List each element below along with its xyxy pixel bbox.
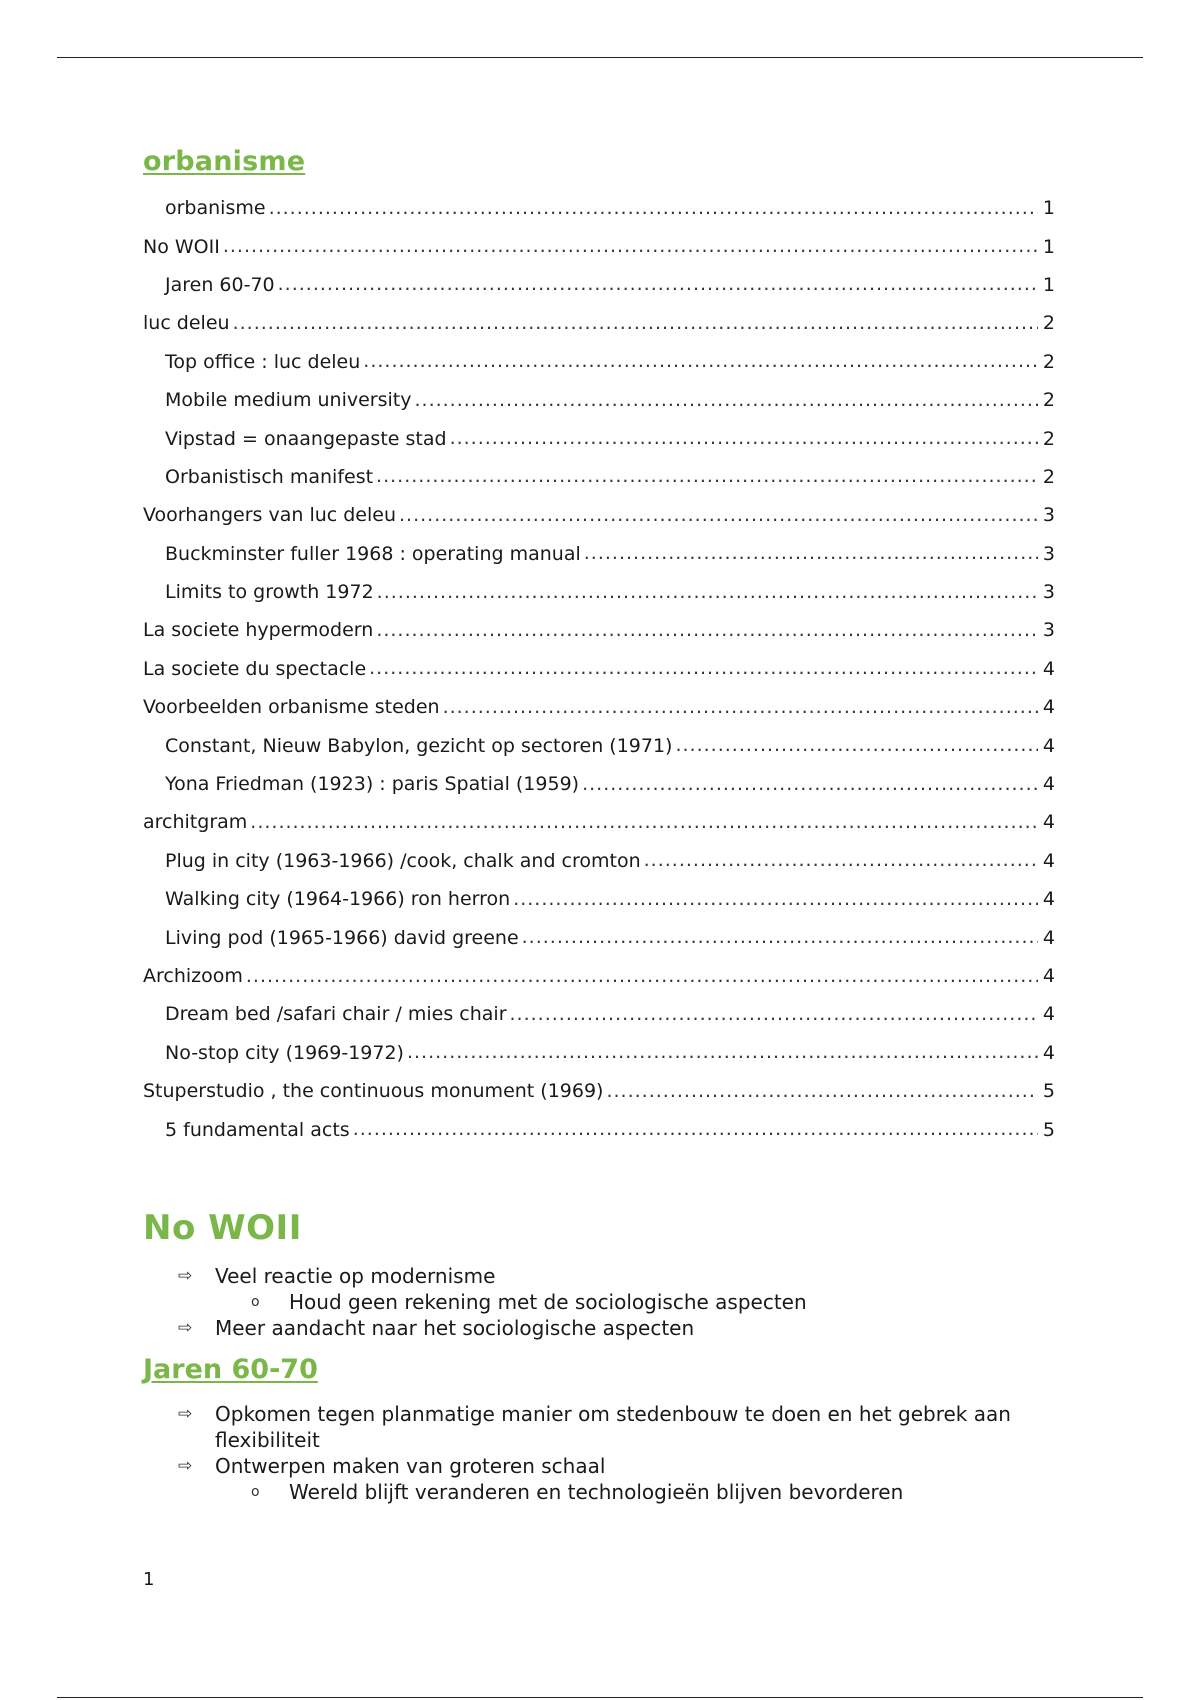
toc-title[interactable]: orbanisme <box>143 146 306 177</box>
toc-entry-page: 1 <box>1042 273 1055 296</box>
toc-entry-page: 5 <box>1042 1118 1055 1141</box>
toc-entry-page: 2 <box>1042 427 1055 450</box>
toc-entry-label: No-stop city (1969-1972) <box>165 1041 404 1064</box>
toc-entry[interactable] <box>143 496 1055 534</box>
toc-entry-page: 1 <box>1042 197 1055 220</box>
toc-dot-leader <box>399 506 1038 525</box>
toc-entry-label: orbanisme <box>165 197 266 220</box>
page-number: 1 <box>143 1569 155 1590</box>
toc-entry[interactable] <box>143 765 1055 803</box>
toc-entry-label: Orbanistisch manifest <box>165 465 374 488</box>
bullet-item <box>178 1263 1075 1289</box>
toc-entry-page: 2 <box>1042 350 1055 373</box>
toc-entry[interactable] <box>143 381 1055 419</box>
toc-entry-page: 4 <box>1042 888 1055 911</box>
toc-entry-label: La societe du spectacle <box>143 657 367 680</box>
toc-dot-leader <box>376 467 1038 486</box>
toc-entry-label: Yona Friedman (1923) : paris Spatial (1959) <box>165 773 580 796</box>
toc-entry[interactable] <box>143 611 1055 649</box>
arrow-bullet-icon: ⇨ <box>178 1318 193 1338</box>
toc-entry-page: 2 <box>1042 465 1055 488</box>
toc-entry-label: Jaren 60-70 <box>165 273 275 296</box>
toc-dot-leader <box>407 1043 1038 1062</box>
toc-entry-page: 3 <box>1042 504 1055 527</box>
toc-entry[interactable] <box>143 1110 1055 1148</box>
toc-entry-label: Living pod (1965-1966) david greene <box>165 926 519 949</box>
toc-entry-label: Voorbeelden orbanisme steden <box>143 696 440 719</box>
toc-dot-leader <box>278 275 1038 294</box>
toc-entry-label: Limits to growth 1972 <box>165 581 374 604</box>
toc-entry[interactable] <box>143 726 1055 764</box>
toc-entry-page: 4 <box>1042 657 1055 680</box>
toc-dot-leader <box>513 890 1038 909</box>
header-rule <box>57 57 1143 58</box>
toc-entry-label: Buckminster fuller 1968 : operating manual <box>165 542 581 565</box>
toc-entry-page: 3 <box>1042 581 1055 604</box>
toc-dot-leader <box>450 429 1038 448</box>
toc-entry-label: Stuperstudio , the continuous monument (1969) <box>143 1080 604 1103</box>
table-of-contents <box>143 189 1055 1149</box>
arrow-bullet-icon: ⇨ <box>178 1266 193 1286</box>
toc-entry-label: Constant, Nieuw Babylon, gezicht op sectoren (1971) <box>165 734 673 757</box>
toc-entry[interactable] <box>143 573 1055 611</box>
toc-entry[interactable] <box>143 918 1055 956</box>
toc-dot-leader <box>250 813 1038 832</box>
toc-entry[interactable] <box>143 688 1055 726</box>
toc-entry-page: 1 <box>1042 235 1055 258</box>
toc-dot-leader <box>353 1120 1038 1139</box>
toc-dot-leader <box>246 967 1038 986</box>
toc-dot-leader <box>414 391 1038 410</box>
bullet-item <box>178 1453 1075 1479</box>
footer-rule <box>57 1697 1143 1698</box>
section-heading-no-woii: No WOII <box>143 1208 302 1248</box>
toc-entry-page: 2 <box>1042 389 1055 412</box>
bullet-list-no-woii <box>178 1263 1075 1341</box>
toc-dot-leader <box>363 352 1038 371</box>
toc-entry-label: architgram <box>143 811 248 834</box>
toc-entry[interactable] <box>143 650 1055 688</box>
bullet-text: Meer aandacht naar het sociologische aspecten <box>215 1316 695 1340</box>
circle-bullet-icon: o <box>251 1484 260 1500</box>
toc-entry[interactable] <box>143 227 1055 265</box>
toc-entry[interactable] <box>143 803 1055 841</box>
toc-entry-label: Voorhangers van luc deleu <box>143 504 397 527</box>
toc-entry[interactable] <box>143 842 1055 880</box>
toc-entry-page: 4 <box>1042 696 1055 719</box>
toc-entry-page: 4 <box>1042 811 1055 834</box>
toc-entry-label: Walking city (1964-1966) ron herron <box>165 888 511 911</box>
toc-entry[interactable] <box>143 343 1055 381</box>
toc-entry-label: Plug in city (1963-1966) /cook, chalk and cromton <box>165 849 641 872</box>
toc-entry-page: 4 <box>1042 734 1055 757</box>
toc-dot-leader <box>606 1082 1038 1101</box>
toc-dot-leader <box>582 775 1038 794</box>
toc-entry-page: 4 <box>1042 926 1055 949</box>
toc-entry[interactable] <box>143 458 1055 496</box>
bullet-text: Veel reactie op modernisme <box>215 1264 496 1288</box>
toc-entry-page: 4 <box>1042 1041 1055 1064</box>
bullet-item <box>178 1401 1075 1453</box>
toc-entry[interactable] <box>143 189 1055 227</box>
sub-bullet-item <box>178 1289 1075 1315</box>
toc-dot-leader <box>510 1005 1039 1024</box>
toc-entry-label: Vipstad = onaangepaste stad <box>165 427 447 450</box>
toc-entry[interactable] <box>143 995 1055 1033</box>
toc-entry-page: 2 <box>1042 312 1055 335</box>
toc-dot-leader <box>223 237 1038 256</box>
toc-dot-leader <box>369 659 1038 678</box>
toc-dot-leader <box>644 851 1038 870</box>
toc-entry-label: 5 fundamental acts <box>165 1118 350 1141</box>
toc-entry-page: 4 <box>1042 773 1055 796</box>
toc-entry-page: 4 <box>1042 965 1055 987</box>
toc-entry[interactable] <box>143 304 1055 342</box>
sub-bullet-item <box>178 1479 1075 1505</box>
toc-entry-label: Dream bed /safari chair / mies chair <box>165 1003 507 1026</box>
sub-bullet-text: Wereld blijft veranderen en technologieën blijven bevorderen <box>289 1480 904 1504</box>
toc-entry[interactable] <box>143 880 1055 918</box>
toc-entry-label: La societe hypermodern <box>143 619 374 642</box>
toc-entry[interactable] <box>143 1034 1055 1072</box>
toc-entry-label: Archizoom <box>143 965 243 987</box>
toc-entry[interactable] <box>143 266 1055 304</box>
arrow-bullet-icon: ⇨ <box>178 1404 193 1424</box>
toc-entry[interactable] <box>143 957 1055 995</box>
toc-entry-label: Top office : luc deleu <box>165 350 361 373</box>
arrow-bullet-icon: ⇨ <box>178 1456 193 1476</box>
toc-dot-leader <box>584 544 1038 563</box>
toc-dot-leader <box>233 314 1038 333</box>
toc-entry-label: Mobile medium university <box>165 389 412 412</box>
toc-dot-leader <box>675 736 1038 755</box>
section-heading-jaren-60-70: Jaren 60-70 <box>143 1354 318 1385</box>
toc-dot-leader <box>443 698 1038 717</box>
toc-entry-page: 5 <box>1042 1080 1055 1103</box>
toc-dot-leader <box>376 621 1038 640</box>
sub-bullet-text: Houd geen rekening met de sociologische aspecten <box>289 1290 807 1314</box>
circle-bullet-icon: o <box>251 1294 260 1310</box>
bullet-text: Opkomen tegen planmatige manier om stedenbouw te doen en het gebrek aan flexibiliteit <box>215 1402 1011 1452</box>
toc-entry-page: 3 <box>1042 542 1055 565</box>
bullet-item <box>178 1315 1075 1341</box>
bullet-text: Ontwerpen maken van groteren schaal <box>215 1454 606 1478</box>
toc-entry[interactable] <box>143 1072 1055 1110</box>
toc-dot-leader <box>269 199 1038 218</box>
toc-entry-page: 3 <box>1042 619 1055 642</box>
bullet-list-jaren-60-70 <box>178 1401 1075 1505</box>
toc-entry-label: No WOII <box>143 235 220 258</box>
toc-entry-page: 4 <box>1042 1003 1055 1026</box>
toc-entry-page: 4 <box>1042 849 1055 872</box>
toc-entry[interactable] <box>143 419 1055 457</box>
toc-dot-leader <box>522 928 1038 947</box>
toc-entry-label: luc deleu <box>143 312 230 335</box>
toc-entry[interactable] <box>143 535 1055 573</box>
toc-dot-leader <box>377 583 1038 602</box>
